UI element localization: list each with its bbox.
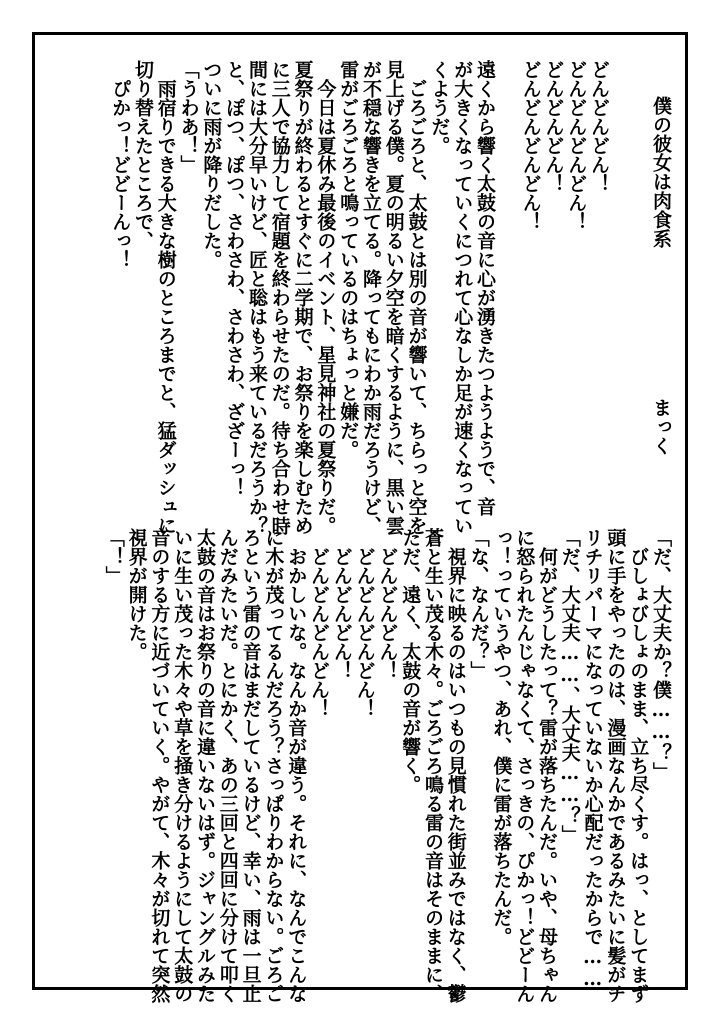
text-line: と、ぽつ、ぽつ、さわさわ、さわさわ、ざざーっ！ [223,60,246,497]
text-line: どんどんどん！ [376,528,399,680]
text-line: ろという雷の音はまだしているけど、幸い、雨は一旦止 [239,528,262,1003]
text-line: 視界が開けた。 [125,528,148,661]
text-line: ただ、遠く、太鼓の音が響く。 [399,528,422,794]
text-line: 「うわあ！」 [177,60,200,174]
text-line: どんどんどんどん！ [353,528,376,718]
text-line: どんどんどん！ [588,60,610,193]
text-line: に木が茂ってるんだろう？さっぱりわからない。ごろご [262,528,285,1003]
text-line: が不穏な響きを立てる。降ってもにわか雨だろうけど、 [360,60,382,535]
text-line: ごろごろと、太鼓とは別の音が響いて、ちらっと空を [405,60,428,535]
text-line: 太鼓の音はお祭りの音に違いないはず。ジャングルみた [194,528,216,1003]
text-line: どんどんどんどん！ [308,528,330,718]
text-line: 「だ、大丈夫……、大丈夫……？」 [558,528,581,844]
text-line: びしょびしょのまま、立ち尽くす。はっ、としてまず [627,528,650,1003]
text-line: 雷がごろごろと鳴っているのはちょっと嫌だ。 [337,60,360,459]
text-line: どんどんどん！ [542,60,565,193]
text-line: いに生い茂った木々や草を掻き分けるようにして太鼓の [171,528,194,1003]
text-line: 音のする方に近づいていく。やがて、木々が切れて突然 [148,528,171,1003]
text-line: くようだ。 [428,60,451,155]
text-line: 「だ、大丈夫か？僕……？」 [650,528,672,781]
text-line: リチリパーマになっていないか心配だったからで…… [581,528,604,990]
author-name: まっく [650,398,672,455]
text-line: 見上げる僕。夏の明るい夕空を暗くするように、黒い雲 [382,60,405,535]
text-line: 遠くから響く太鼓の音に心が湧きたつようようで、音 [474,60,496,516]
text-line: ついに雨が降りだした。 [200,60,223,269]
text-line: 夏祭りが終わるとすぐに二学期で、お祭りを楽しむため [291,60,314,535]
text-line: 切り替えたところで、 [132,60,154,250]
text-line: が大きくなっていくにつれて心なしか足が速くなってい [451,60,474,535]
text-line: 視界に映るのはいつもの見慣れた街並みではなく、鬱 [444,528,467,1003]
text-line: 蒼と生い茂る木々。ごろごろ鳴る雷の音はそのままに、 [422,528,444,1003]
text-line: っ！っていうやつ、あれ、僕に雷が落ちたんだ。 [490,528,513,946]
text-line: 「！」 [102,528,125,585]
text-line: どんどんどん！ [330,528,353,680]
text-line: おかしいな。なんか音が違う。それに、なんでこんな [285,528,308,1003]
text-line: ぴかっ！どどーんっ！ [109,60,132,269]
text-line: に三人で協力して宿題を終わらせたのだ。待ち合わせ時 [268,60,291,535]
story-title: 僕の彼女は肉食系 [650,96,672,248]
text-line: 何がどうしたって？雷が落ちたんだ。いや、母ちゃん [536,528,558,1003]
text-line: 今日は夏休み最後のイベント、星見神社の夏祭りだ。 [314,60,337,535]
text-line: どんどんどんどん！ [565,60,588,231]
text-line: んだみたいだ。とにかく、あの三回と四回に分けて叩く [216,528,239,1003]
text-line: 雨宿りできる大きな樹のところまでと、猛ダッシュに [154,60,177,535]
text-line: に怒られたんじゃなくて、さっきの、ぴかっ！どどーん [513,528,536,1003]
text-line: 頭に手をやったのは、漫画なんかであるみたいに髪がチ [604,528,627,1003]
text-line: どんどんどんどん！ [519,60,542,231]
text-line: 「な、なんだ？」 [467,528,490,680]
text-line: 間には大分早いけど、匠と聡はもう来ているだろうか？ [246,60,268,535]
